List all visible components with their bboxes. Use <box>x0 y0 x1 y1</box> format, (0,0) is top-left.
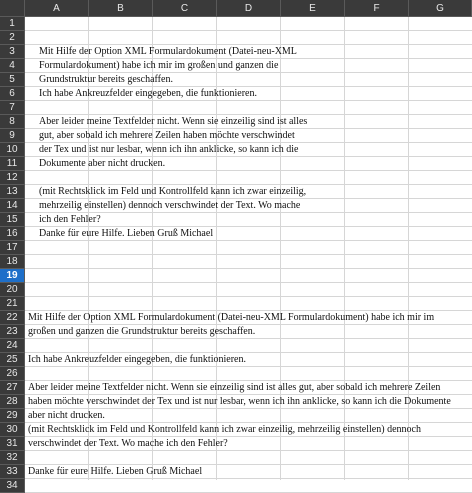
cell-text-row-29[interactable]: aber nicht drucken. <box>28 410 105 421</box>
cell-text-row-31[interactable]: verschwindet der Text. Wo mache ich den Fehler? <box>28 438 228 449</box>
cell-text-row-25[interactable]: Ich habe Ankreuzfelder eingegeben, die funktionieren. <box>28 354 246 365</box>
row-header-7[interactable]: 7 <box>0 101 25 115</box>
row-header-5[interactable]: 5 <box>0 73 25 87</box>
row-header-13[interactable]: 13 <box>0 185 25 199</box>
cell-text-row-9[interactable]: gut, aber sobald ich mehrere Zeilen haben möchte verschwindet <box>39 130 295 141</box>
cell-text-row-28[interactable]: haben möchte verschwindet der Tex und ist nur lesbar, wenn ich ihn anklicke, so kann ich die Dokumente <box>28 396 451 407</box>
cell-text-row-5[interactable]: Grundstruktur bereits geschaffen. <box>39 74 173 85</box>
cell-text-row-16[interactable]: Danke für eure Hilfe. Lieben Gruß Michael <box>39 228 214 239</box>
row-header-8[interactable]: 8 <box>0 115 25 129</box>
row-header-34[interactable]: 34 <box>0 479 25 493</box>
row-header-1[interactable]: 1 <box>0 17 25 31</box>
row-header-10[interactable]: 10 <box>0 143 25 157</box>
cell-text-row-13[interactable]: (mit Rechtsklick im Feld und Kontrollfeld kann ich zwar einzeilig, <box>39 186 307 197</box>
row-header-11[interactable]: 11 <box>0 157 25 171</box>
cell-text-row-14[interactable]: mehrzeilig einstellen) dennoch verschwindet der Text. Wo mache <box>39 200 301 211</box>
row-header-33[interactable]: 33 <box>0 465 25 479</box>
grid-hline <box>25 254 472 255</box>
column-header-b[interactable]: B <box>89 0 153 17</box>
row-header-20[interactable]: 20 <box>0 283 25 297</box>
row-header-24[interactable]: 24 <box>0 339 25 353</box>
row-header-15[interactable]: 15 <box>0 213 25 227</box>
column-header-d[interactable]: D <box>217 0 281 17</box>
column-header-c[interactable]: C <box>153 0 217 17</box>
row-header-2[interactable]: 2 <box>0 31 25 45</box>
column-header-f[interactable]: F <box>345 0 409 17</box>
row-header-28[interactable]: 28 <box>0 395 25 409</box>
row-header-32[interactable]: 32 <box>0 451 25 465</box>
cell-text-row-27[interactable]: Aber leider meine Textfelder nicht. Wenn sie einzeilig sind ist alles gut, aber sobald ich mehrere Zeilen <box>28 382 441 393</box>
cell-text-row-8[interactable]: Aber leider meine Textfelder nicht. Wenn sie einzeilig sind ist alles <box>39 116 308 127</box>
row-header-27[interactable]: 27 <box>0 381 25 395</box>
row-header-3[interactable]: 3 <box>0 45 25 59</box>
grid-hline <box>25 268 472 269</box>
column-header-a[interactable]: A <box>25 0 89 17</box>
row-header-9[interactable]: 9 <box>0 129 25 143</box>
cell-text-row-6[interactable]: Ich habe Ankreuzfelder eingegeben, die funktionieren. <box>39 88 257 99</box>
row-header-18[interactable]: 18 <box>0 255 25 269</box>
row-header-17[interactable]: 17 <box>0 241 25 255</box>
cell-text-row-30[interactable]: (mit Rechtsklick im Feld und Kontrollfeld kann ich zwar einzeilig, mehrzeilig einstellen) dennoch <box>28 424 421 435</box>
row-header-30[interactable]: 30 <box>0 423 25 437</box>
cell-text-row-33[interactable]: Danke für eure Hilfe. Lieben Gruß Michael <box>28 466 203 477</box>
row-header-14[interactable]: 14 <box>0 199 25 213</box>
row-header-29[interactable]: 29 <box>0 409 25 423</box>
row-header-12[interactable]: 12 <box>0 171 25 185</box>
select-all-corner[interactable] <box>0 0 25 17</box>
cell-text-row-10[interactable]: der Tex und ist nur lesbar, wenn ich ihn anklicke, so kann ich die <box>39 144 299 155</box>
cell-text-row-4[interactable]: Formulardokument) habe ich mir im großen und ganzen die <box>39 60 279 71</box>
row-header-31[interactable]: 31 <box>0 437 25 451</box>
row-header-25[interactable]: 25 <box>0 353 25 367</box>
row-header-23[interactable]: 23 <box>0 325 25 339</box>
grid-hline <box>25 296 472 297</box>
grid-hline <box>25 30 472 31</box>
row-header-16[interactable]: 16 <box>0 227 25 241</box>
column-header-g[interactable]: G <box>409 0 472 17</box>
grid-hline <box>25 282 472 283</box>
cell-grid[interactable] <box>25 17 472 480</box>
cell-text-row-23[interactable]: großen und ganzen die Grundstruktur bereits geschaffen. <box>28 326 256 337</box>
row-header-4[interactable]: 4 <box>0 59 25 73</box>
row-header-19[interactable]: 19 <box>0 269 25 283</box>
cell-text-row-3[interactable]: Mit Hilfe der Option XML Formulardokument (Datei-neu-XML <box>39 46 297 57</box>
row-header-26[interactable]: 26 <box>0 367 25 381</box>
cell-text-row-15[interactable]: ich den Fehler? <box>39 214 101 225</box>
column-header-e[interactable]: E <box>281 0 345 17</box>
row-header-6[interactable]: 6 <box>0 87 25 101</box>
row-header-22[interactable]: 22 <box>0 311 25 325</box>
cell-text-row-22[interactable]: Mit Hilfe der Option XML Formulardokument (Datei-neu-XML Formulardokument) habe ich mir im <box>28 312 435 323</box>
row-header-21[interactable]: 21 <box>0 297 25 311</box>
cell-text-row-11[interactable]: Dokumente aber nicht drucken. <box>39 158 166 169</box>
